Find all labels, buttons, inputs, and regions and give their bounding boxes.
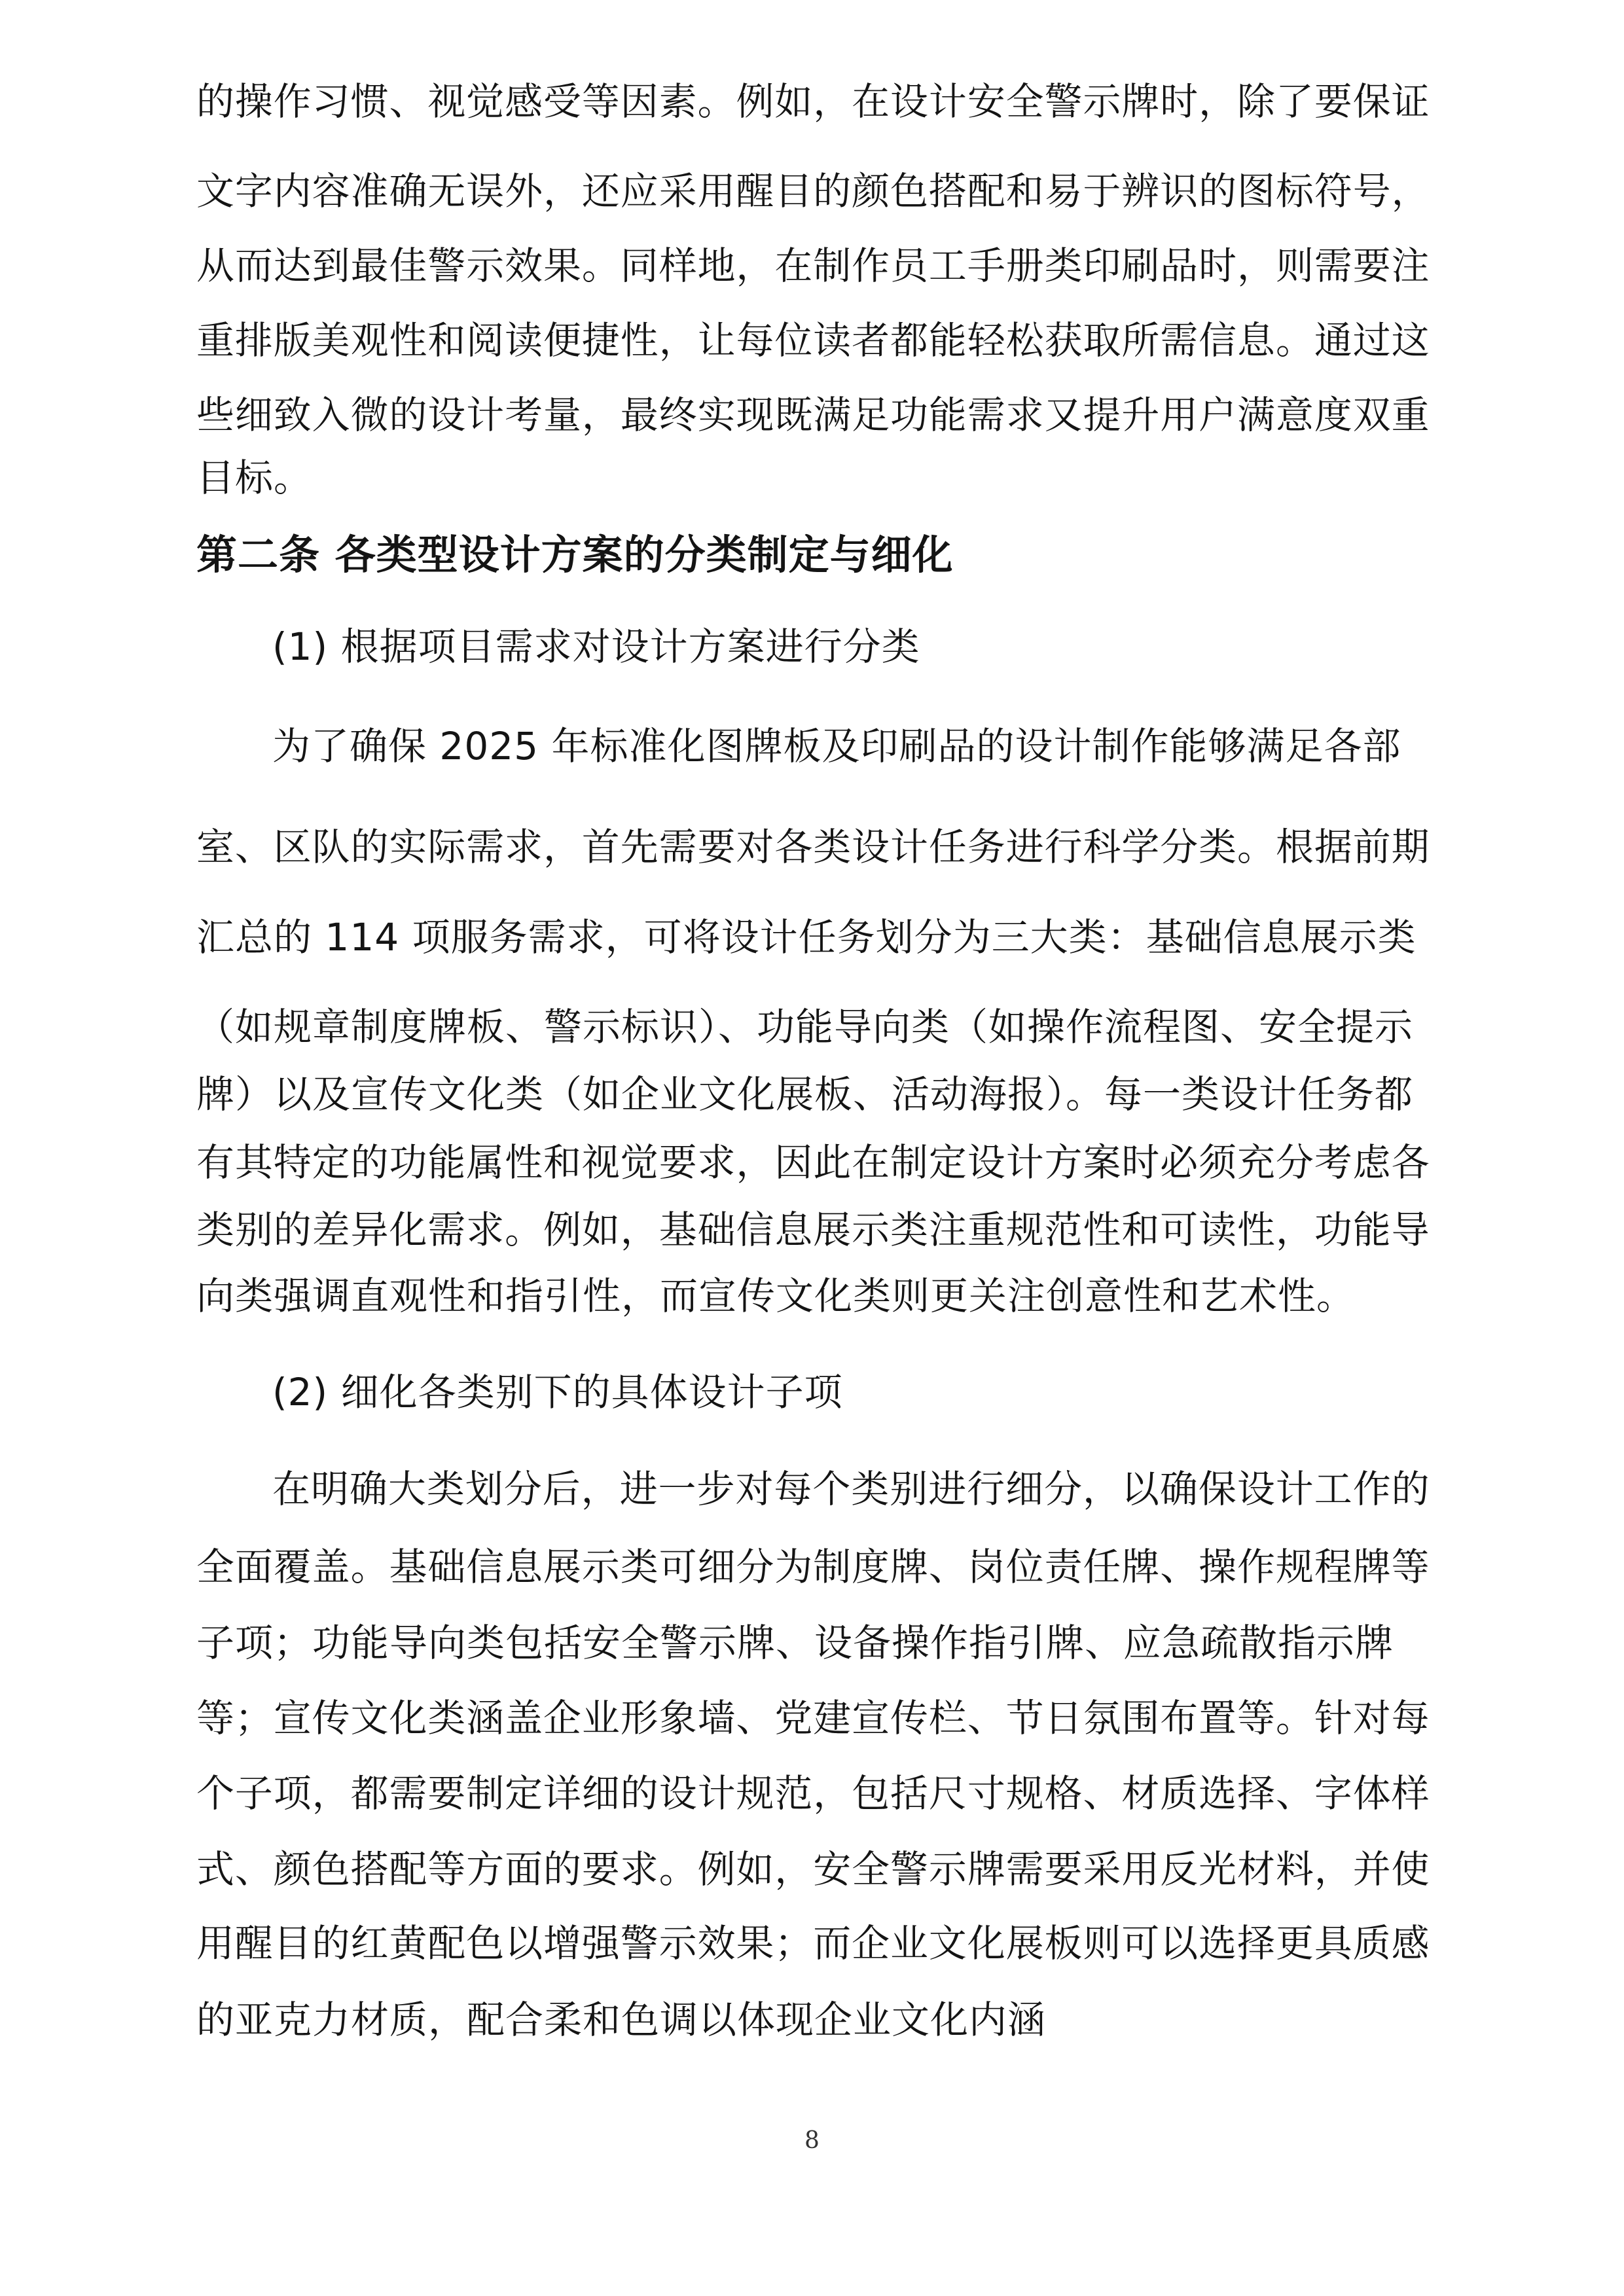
intro-line-3: 从而达到最佳警示效果。同样地，在制作员工手册类印刷品时，则需要注	[196, 243, 1430, 288]
sub2-line-1: 在明确大类划分后，进一步对每个类别进行细分，以确保设计工作的	[272, 1467, 1430, 1511]
sub1-line-2: 室、区队的实际需求，首先需要对各类设计任务进行科学分类。根据前期	[196, 825, 1430, 869]
sub1-line-8: 向类强调直观性和指引性，而宣传文化类则更关注创意性和艺术性。	[196, 1274, 1356, 1318]
sub2-line-3: 子项；功能导向类包括安全警示牌、设备操作指引牌、应急疏散指示牌	[196, 1621, 1394, 1665]
sub2-line-7: 用醒目的红黄配色以增强警示效果；而企业文化展板则可以选择更具质感	[196, 1921, 1430, 1965]
sub1-line-4: （如规章制度牌板、警示标识）、功能导向类（如操作流程图、安全提示	[196, 1005, 1414, 1049]
page-number: 8	[804, 2127, 820, 2154]
sub1-line-3: 汇总的 114 项服务需求，可将设计任务划分为三大类：基础信息展示类	[196, 915, 1416, 960]
sub2-line-4: 等；宣传文化类涵盖企业形象墙、党建宣传栏、节日氛围布置等。针对每	[196, 1696, 1430, 1740]
sub2-line-8: 的亚克力材质，配合柔和色调以体现企业文化内涵	[196, 1998, 1047, 2042]
article-heading: 第二条 各类型设计方案的分类制定与细化	[196, 531, 954, 579]
sub2-line-6: 式、颜色搭配等方面的要求。例如，安全警示牌需要采用反光材料，并使	[196, 1847, 1430, 1892]
intro-line-2: 文字内容准确无误外，还应采用醒目的颜色搭配和易于辨识的图标符号，	[196, 169, 1430, 213]
subsection-2-title: (2) 细化各类别下的具体设计子项	[272, 1370, 843, 1414]
sub2-line-2: 全面覆盖。基础信息展示类可细分为制度牌、岗位责任牌、操作规程牌等	[196, 1545, 1430, 1589]
sub1-line-6: 有其特定的功能属性和视觉要求，因此在制定设计方案时必须充分考虑各	[196, 1140, 1430, 1185]
sub1-line-1: 为了确保 2025 年标准化图牌板及印刷品的设计制作能够满足各部	[272, 724, 1401, 768]
sub1-line-7: 类别的差异化需求。例如，基础信息展示类注重规范性和可读性，功能导	[196, 1208, 1430, 1252]
subsection-1-title: (1) 根据项目需求对设计方案进行分类	[272, 624, 920, 669]
sub2-line-5: 个子项，都需要制定详细的设计规范，包括尺寸规格、材质选择、字体样	[196, 1771, 1430, 1816]
intro-line-1: 的操作习惯、视觉感受等因素。例如，在设计安全警示牌时，除了要保证	[196, 79, 1430, 124]
intro-line-5: 些细致入微的设计考量，最终实现既满足功能需求又提升用户满意度双重	[196, 393, 1430, 437]
intro-line-6: 目标。	[196, 456, 313, 500]
intro-line-4: 重排版美观性和阅读便捷性，让每位读者都能轻松获取所需信息。通过这	[196, 318, 1430, 363]
sub1-line-5: 牌）以及宣传文化类（如企业文化展板、活动海报）。每一类设计任务都	[196, 1072, 1414, 1117]
